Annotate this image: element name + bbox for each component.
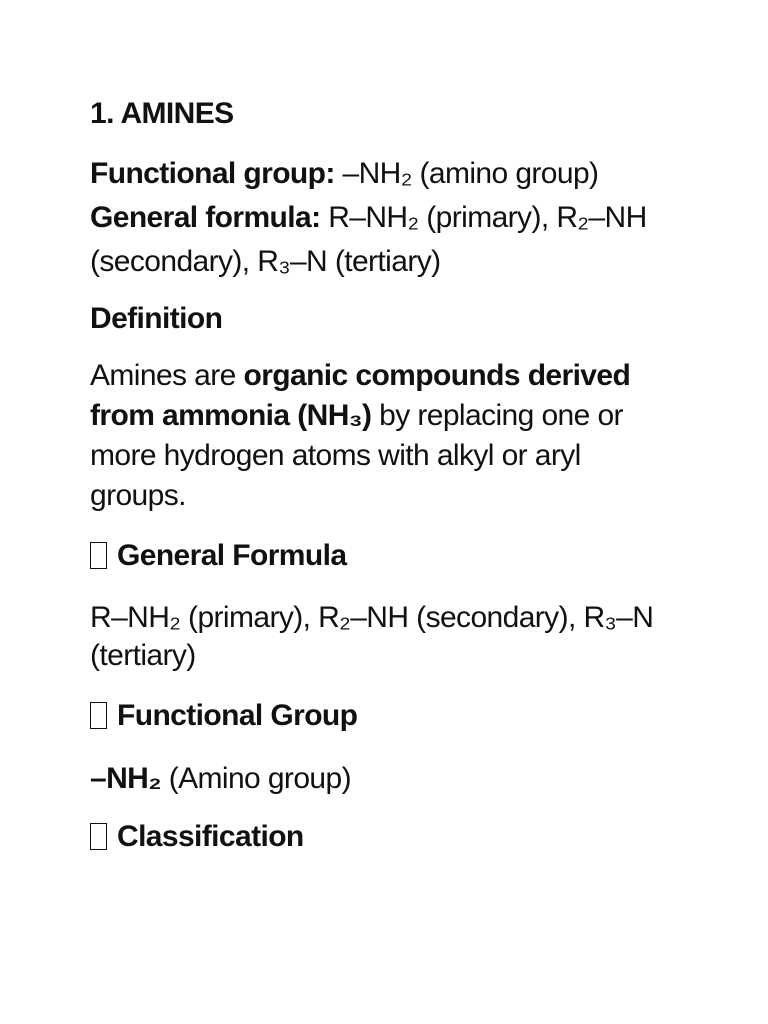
functional-group-description: (Amino group) (160, 762, 351, 795)
section-title: 1. AMINES (90, 97, 234, 130)
functional-group-line (90, 154, 690, 195)
classification-heading-text: Classification (117, 820, 304, 853)
functional-group-formula: –NH₂ (90, 762, 161, 795)
missing-glyph-box-icon (90, 823, 107, 850)
definition-text-end: by replacing one or more hydrogen atoms with alkyl or aryl groups. (90, 399, 623, 512)
functional-group-text (90, 759, 351, 800)
general-formula-heading-text: General Formula (117, 539, 347, 572)
general-formula-line (90, 196, 665, 284)
general-formula-text: R–NH₂ (primary), R₂–NH (secondary), R₃–N (tertiary) (90, 601, 654, 672)
functional-group-heading-text: Functional Group (117, 699, 358, 732)
missing-glyph-box-icon (90, 542, 107, 569)
general-formula-heading (90, 536, 346, 577)
definition-text-start: Amines are (90, 359, 244, 392)
general-formula-value: R–NH₂ (primary), R₂–NH (secondary), R₃–N (tertiary) (90, 201, 647, 278)
definition-text-bold: organic compounds derived from ammonia (NH₃) (90, 359, 631, 432)
functional-group-value: –NH₂ (amino group) (334, 157, 599, 190)
classification-heading (90, 817, 304, 858)
definition-heading: Definition (90, 302, 223, 335)
general-formula-label: General formula: (90, 201, 321, 234)
missing-glyph-box-icon (90, 702, 107, 729)
functional-group-heading (90, 696, 357, 737)
definition-paragraph (90, 356, 650, 516)
functional-group-label: Functional group: (90, 157, 335, 190)
